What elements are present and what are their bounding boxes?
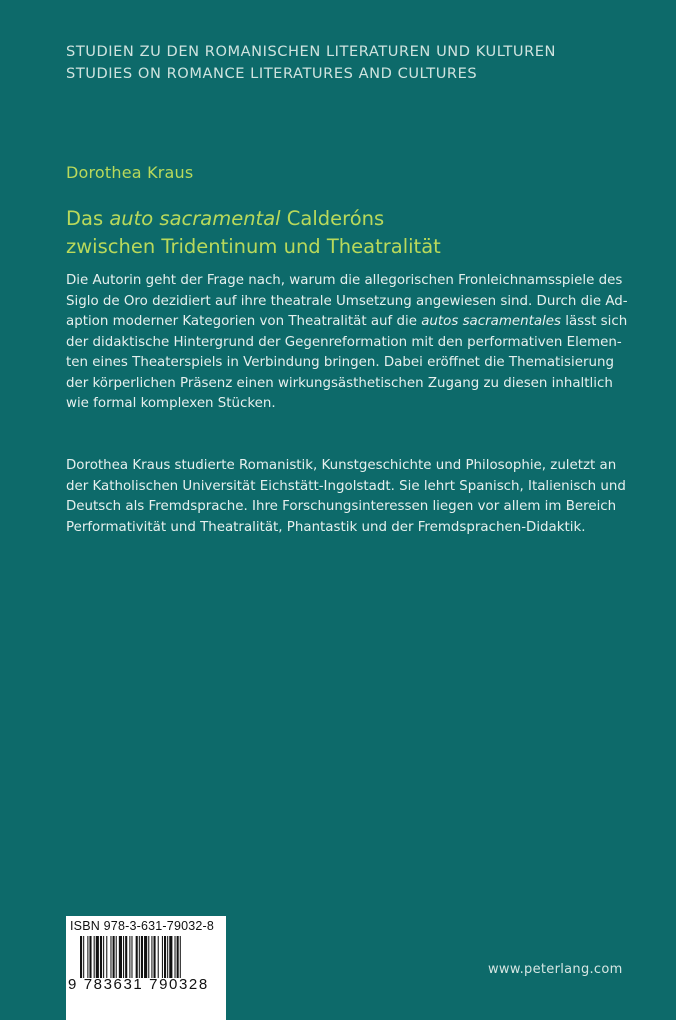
barcode-bar — [94, 936, 95, 978]
series-title — [66, 41, 626, 85]
barcode-bar — [175, 936, 176, 978]
barcode-bar — [103, 936, 104, 978]
author-biography: Dorothea Kraus studierte Romanistik, Kunstgeschichte und Philosophie, zuletzt an der Katholischen Universität Eichstätt-Ingolstadt. Sie lehrt Spanisch, Italienisch und Deutsch als Fremdsprache. Ihre Forschungsinteressen liegen vor allem im Bereich Performativität und Theatralität, Phantastik und der Fremdsprachen-Didaktik. — [66, 458, 626, 535]
barcode-bar — [106, 936, 107, 978]
book-description: Die Autorin geht der Frage nach, warum die allegorischen Fronleichnamsspiele des Siglo de Oro dezidiert auf ihre theatrale Umsetzung angewiesen sind. Durch die Ad- aption moderner Kategorien von Theatralität auf die autos sacramentales lässt sich der didaktische Hintergrund der Gegenreformation mit den performativen Elemen- ten eines Theaterspiels in Verbindung bringen. Dabei eröffnet die Thematisierung der körperlichen Präsenz einen wirkungsästhetischen Zugang zu diesen inhaltlich wie formal komplexen Stücken. — [66, 273, 628, 411]
isbn-barcode — [66, 916, 226, 1020]
barcode-bar — [125, 936, 127, 978]
barcode-bar — [83, 936, 84, 978]
barcode-bar — [110, 936, 111, 978]
barcode-bar — [177, 936, 179, 978]
barcode-bar — [167, 936, 168, 978]
barcode-bar — [87, 936, 88, 978]
series-title-english: STUDIES ON ROMANCE LITERATURES AND CULTURES — [66, 65, 478, 82]
author-name: Dorothea Kraus — [66, 163, 194, 182]
book-title-line-2: zwischen Tridentinum und Theatralität — [66, 235, 441, 258]
book-title-line-1: Das auto sacramental Calderóns — [66, 207, 385, 230]
barcode-bar — [169, 936, 172, 978]
barcode-bar — [119, 936, 122, 978]
barcode-bar — [154, 936, 156, 978]
barcode-bar — [141, 936, 143, 978]
barcode-bars — [80, 936, 216, 978]
barcode-bar — [100, 936, 102, 978]
barcode-bar — [180, 936, 181, 978]
publisher-website: www.peterlang.com — [488, 962, 623, 977]
barcode-bar — [96, 936, 99, 978]
barcode-bar — [129, 936, 130, 978]
barcode-bar — [136, 936, 138, 978]
barcode-bar — [144, 936, 147, 978]
barcode-bar — [164, 936, 166, 978]
barcode-bar — [131, 936, 132, 978]
barcode-bar — [113, 936, 115, 978]
barcode-bar — [151, 936, 152, 978]
barcode-bar — [89, 936, 91, 978]
isbn-label: ISBN 978-3-631-79032-8 — [70, 919, 215, 933]
barcode-bar — [116, 936, 117, 978]
barcode-digits: 9 783631 790328 — [68, 976, 209, 993]
barcode-bar — [148, 936, 149, 978]
barcode-bar — [139, 936, 140, 978]
book-title — [66, 205, 646, 261]
barcode-bar — [80, 936, 82, 978]
barcode-bar — [162, 936, 163, 978]
barcode-bar — [123, 936, 124, 978]
barcode-bar — [158, 936, 159, 978]
series-title-german: STUDIEN ZU DEN ROMANISCHEN LITERATUREN UND KULTUREN — [66, 43, 556, 60]
